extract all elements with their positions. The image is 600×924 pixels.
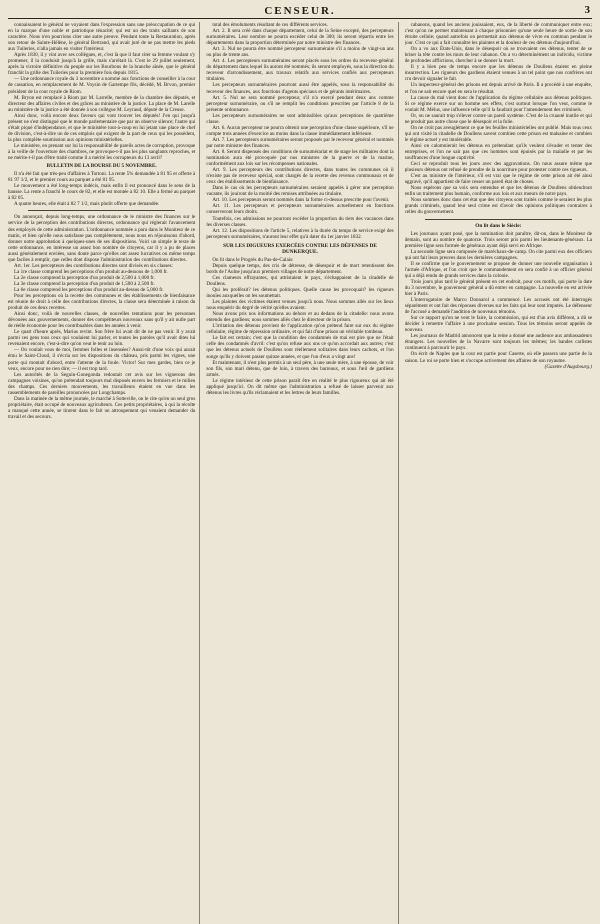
paragraph: Art. 10. Les percepteurs seront nommés dans la forme ci-dessus prescrite pour l'avenir.: [212, 197, 390, 204]
paragraph: Un inspecteur-général des prisons est depuis arrivé de Paris. Il a procédé à une enquête, et l'on ne sait encore quel en sera le résultat.: [404, 82, 592, 95]
paragraph: Art. 12. Les dispositions de l'article 5, relatives à la durée du temps de service exigé des percepteurs surnuméraires, n'auront leur effet qu'à dater du 1er janvier 1832.: [206, 227, 394, 240]
paragraph: Et maintenant, il n'est plus permis à un seul père, à une seule mère, à une épouse, de voir son fils, son mari détenu, que de loin, à travers des barreaux, et sous l'œil de gardiens armés.: [206, 359, 394, 378]
paragraph: Art. 5. Nul ne sera nommé percepteur, s'il n'a exercé pendant deux ans comme percepteur surnuméraire, ou s'il ne remplit les conditions prescrites par l'article 8 de la présente ordonnance.: [206, 94, 394, 113]
paragraph: Le régime intérieur de cette prison paraît être en réalité le plus rigoureux qui ait été appliqué jusqu'ici. On dit même que l'administration a refusé de laisser parvenir aux détenus les livres qu'ils réclamaient et les lettres de leurs familles.: [206, 377, 394, 396]
paragraph: Ainsi on calomnierait les détenus en prétendant qu'ils veulent s'évader et tenter des entreprises, et l'on ne sait pas que ces hommes sont épuisés par la maladie et par les souffrances d'une longue captivité.: [404, 142, 592, 162]
paragraph: total des émoluments résultant de ces différents services.: [212, 22, 328, 28]
paragraph: connaissaient le général ne voyaient dans l'expression sans une préoccupation de ce qui en la marque d'une noble et patriotique ténacité; qui est un des traits saillants de son caractère. Nous n'en pourrions citer une autre preuve. Pendant toute la Restauration, après son retour de Sainte-Hélène, le général Bertrand, qui avait juré de ne pas mettre les pieds aux Tuileries, n'alla jamais en visiter l'intérieur.: [8, 22, 196, 53]
paragraph: Or, on ne saurait trop s'élever contre un pareil système. C'est de la cruauté inutile et qui ne produit pas autre chose que le désespoir et la folie.: [404, 112, 592, 125]
paragraph: Les autorités de la Seguin-Gonegonda redoutait cet avis sur les vignerons des campagnes voisines, qu'on prétendait toujours mal disposés envers les fermiers et le milieu des champs. Ces derniers mouvements, les travailleurs étaient en vue dans les rassemblements de pareilles prononcées par Longchamps.: [8, 371, 196, 396]
paragraph: Les journaux de Madrid annoncent que la reine a donné une audience aux ambassadeurs étrangers. Les nouvelles de la Navarre sont toujours les mêmes; les bandes carlistes continuent à parcourir le pays.: [404, 333, 592, 352]
paragraph: Il se confirme que le gouvernement se propose de donner une nouvelle organisation à l'armée d'Afrique, et l'on croit que le commandement en sera confié à un officier général qui a déjà rendu de grands services dans la colonie.: [404, 260, 592, 279]
masthead: [8, 4, 592, 19]
source-attribution: (Gazette d'Augsbourg.): [544, 363, 592, 370]
paragraph: C'est au ministre de l'intérieur, s'il est vrai que le régime de cette prison ait été ainsi aggravé, qu'il appartient de faire cesser un pareil état de choses.: [404, 173, 592, 186]
newspaper-title: CENSEUR.: [264, 5, 336, 17]
paragraph: La 3e classe comprend la perception d'un produit de 1,500 à 2,500 fr.: [14, 280, 155, 287]
column-1: [8, 22, 200, 924]
paragraph: Art. 6. Aucun percepteur ne pourra obtenir une perception d'une classe supérieure, s'il ne compte trois années d'exercice au moins dans la classe immédiatement inférieure.: [206, 124, 394, 137]
paragraph: — Une ordonnance royale du 3 novembre a nommé aux fonctions de conseiller à la cour de cassation, en remplacement de M. Voysin de Gartempe fils, décédé, M. Brvon, premier président de la cour royale de Riom.: [8, 76, 196, 95]
paragraph: Après 1830, il y vint avec ses collègues, et, c'est là que il faut citer sa femme voulant s'y promener, il la conduisit jusqu'à la grille, mais s'arrêtait là. C'est le 29 juillet seulement, après la victoire définitive du peuple sur les Bourbons de la branche aînée, que le général franchit la grille des Tuileries pour la première fois depuis 1815.: [8, 52, 196, 77]
paragraph: On écrit de Naples que la cour est partie pour Caserte, où elle passera une partie de la saison. Le roi se porte bien et s'occupe activement des affaires de son royaume.: [404, 351, 592, 364]
paragraph: Le fait est certain; c'est que la condition des condamnés de mai est pire que ne l'était celle des condamnés d'avril: c'est qu'on refuse aux uns ce qu'on accordait aux autres; c'est que les détenus actuels de Doullens sont réellement solitaires dans leurs cachots, et l'on songe qu'ils y doivent passer quinze années, et que l'un d'eux a vingt ans!: [206, 335, 394, 360]
paragraph: On ne croit pas aveuglément ce que les feuilles ministérielles ont publié. Mais tous ceux qui ont visité la citadelle de Doullens savent combien cette prison est malsaine et combien le régime actuel y est intolérable.: [404, 124, 592, 143]
paragraph: Qui les proférait? les détenus politiques. Quelle cause les provoquait? les rigueurs inouïes auxquelles on les soumettait.: [206, 287, 394, 300]
paragraph: Pour les perceptions où la recette des communes et des établissements de bienfaisance est réunie de droit à celle des contributions directes, la classe sera déterminée à raison du produit de ces deux recettes.: [8, 293, 196, 312]
paragraph: Sur ce rapport qu'on ne veut le faire, la commission, qui est d'un avis différent, a dû se décider à remettre l'affaire à une prochaine session. Tous les témoins seront appelés de nouveau.: [404, 315, 592, 334]
page-number: 3: [584, 4, 590, 16]
paragraph: Toutefois, ces admissions ne pourront excéder la proportion du tiers des vacances dans les diverses classes.: [206, 215, 394, 228]
paragraph: Art. 9. Les percepteurs des contributions directes, dans toutes les communes où il n'existe pas de receveur spécial, sont chargés de la recette des revenus communaux et de ceux des établissements de bienfaisance.: [206, 167, 394, 186]
paragraph: Ces clameurs effrayantes, qui attristaient le pays, s'échappaient de la citadelle de Doullens.: [206, 274, 394, 287]
paragraph: Il y a bien peu de temps encore que les détenus de Doullens étaient en pleine insurrection. Les rigueurs des gardiens étaient venues à un tel point que nos confrères ont cru devoir signaler le fait.: [404, 64, 592, 83]
paragraph: Le ministère, en prenant sur lui la responsabilité de pareils actes de corruption, provoque à la veille de l'ouverture des chambres, ne provoque-t-il pas les plus sanglants reproches, et ne mérite-t-il pas d'être traité comme il a mérité les corrupteurs du 13 avril?: [8, 142, 196, 162]
paragraph: L'interrogatoire de Marco Donnarol a commencé. Les accusés ont été interrogés séparément et ont fait des réponses diverses sur les faits qui leur sont imputés. Le défenseur de l'accusé a demandé l'audition de nouveaux témoins.: [404, 297, 592, 316]
paragraph: Trois jours plus tard le général présent en cet endroit, pour ces motifs, qui porte la date du 3 novembre, le gouverneur général a dû entrer en campagne. La nouvelle en est arrivée hier à Paris.: [404, 278, 592, 298]
paragraph: La seconde ligne sera composée de maréchaux-de-camp. On cite parmi eux des officiers qui ont fait leurs preuves dans les dernières campagnes.: [404, 248, 592, 261]
paragraph: Les percepteurs surnuméraires pourront aussi être appelés, sous la responsabilité du receveur des finances, aux fonctions d'agents spéciaux et de gérants intérimaires.: [206, 82, 394, 95]
paragraph: On lit dans le Progrès du Pas-de-Calais:: [212, 256, 294, 263]
paragraph: A quatre heures, elle était à 82 7 1/2, mais plutôt offerte que demandée.: [14, 201, 160, 208]
article-heading: SUR LES DIGUEURS EXERCÉES CONTRE LES DÉFENSES DE DUNKERQUE.: [223, 242, 377, 255]
paragraph: Les journaux ayant posé, que la nomination doit paraître, dit-on, dans le Moniteur de demain, sont au nombre de quatorze. Trois seront pris parmi les lieutenants-généraux. La première ligne sera formée de généraux ayant déjà servi en Afrique.: [404, 230, 592, 249]
paragraph: La 6e classe comprend les perceptions d'un produit au-dessus de 5,000 fr.: [14, 286, 164, 293]
paragraph: Le quart d'heure après, Marius revint. Son frère lui avait dit de ne pas venir. Il y avait parmi ces gens tous ceux qui voulaient lui parler, et toutes les paroles qu'il avait dites lui revenaient encore, c'est-à-dire qu'on veut le tenir au loin.: [8, 329, 196, 348]
paragraph: Il n'a été fait que très-peu d'affaires à Tortoni. La rente 5% demandée à 81 95 et offerte à 81 97 1/2, et le premier cours au parquet a été 81 95.: [8, 171, 196, 184]
section-divider: [425, 219, 572, 220]
paragraph: La 2e classe comprend la perception d'un produit de 2,500 à 1,000 fr.: [14, 274, 155, 281]
paragraph: On a vu aux États-Unis, dans le désespoir où se trouvaient ces détenus, tenter de se briser la tête contre les murs de leur cabanon. On a vu déterminément un individu, victime de profondes afflictions, chercher à se donner la mort.: [404, 46, 592, 65]
paragraph: Art. 4. Les percepteurs surnuméraires seront placés sous les ordres du receveur-général du département dans lequel ils auront été nommés; ils seront employés, sous la direction du receveur d'arrondissement, aux travaux relatifs aux services confiés aux percepteurs titulaires.: [206, 58, 394, 83]
paragraph: Art. 3. Nul ne pourra être nommé percepteur surnuméraire s'il a moins de vingt-un ans ou plus de trente ans.: [206, 46, 394, 59]
paragraph: Ceci se reproduit tous les jours avec des aggravations. On nous assure même que plusieurs détenus ont refusé de prendre de la nourriture pour protester contre ces rigueurs.: [404, 161, 592, 174]
paragraph: Art. 8. Seront dispensés des conditions de surnumérariat et de stage les militaires dont la nomination aura été provoquée par nos ministres de la guerre et de la marine, conformément aux lois sur les récompenses nationales.: [206, 148, 394, 168]
paragraph: On annonçait, depuis long-temps, une ordonnance de le ministre des finances sur le service de la perception des contributions directes, ordonnance qui réglerait l'avancement des employés de cette administration. L'ordonnance nommée a paru dans le Moniteur de ce matin, et bien qu'elle nous satisfasse pas complètement, nous nous en réjouissons d'abord, donner notre approbation à quelques-unes de ses dispositions. Voici un simple le texte de cette ordonnance, en intéresse un assez bon nombre de citoyens, car il y a pu de places aussi généralement enviées, sans doute parce qu'elles ont assez lucratives ou même temps que faciles à remplir, que celles dont dispose l'administration des contributions directes.: [8, 214, 196, 263]
column-2: [206, 22, 398, 924]
section-divider: [28, 210, 175, 211]
paragraph: Les percepteurs surnuméraires ne sont admissibles qu'aux perceptions de quatrième classe.: [206, 112, 394, 125]
paragraph: Art. 1er. Les percepteurs des contributions directes sont divisés en six classes:: [14, 262, 173, 269]
paragraph: Ainsi donc, voilà de nouvelles classes, de nouvelles tentations pour les personnes dévouées aux gouvernements, donner des compétiteurs nouveaux sans qu'il y ait nulle part de réelle économie pour les contribuables dans les années à venir.: [8, 311, 196, 330]
paragraph: Art. 7. Les percepteurs surnuméraires seront proposés par le receveur général et nommés par notre ministre des finances.: [206, 136, 394, 149]
paragraph: La 1re classe comprend les perceptions d'un produit au-dessous de 1,000 fr.: [14, 268, 168, 275]
column-3: [405, 22, 592, 924]
paragraph: Nous avons pris nos informations au dehors et au dedans de la citadelle: nous avons entendu des gardiens; nous sommes allés chez le directeur de la prison.: [206, 311, 394, 324]
paragraph: M. Bryon est remplacé à Riom par M. Larrelle, membre de la chambre des députés, et directeur des affaires civiles et des grâces au ministère de la justice. La place de M. Larelle au ministère de la justice a été donnée à son collègue M. Leyraud, député de la Creuse.: [8, 94, 196, 113]
section-heading: BULLETIN DE LA BOURSE DU 5 NOVEMBRE.: [46, 163, 157, 170]
paragraph: Le mouvement a été long-temps indécis, mais enfin il est prononcé dans le sens de la hausse. La rente a franchi le cours de 82, et elle est montée à 82 10. Elle a fermé au parquet à 82 05.: [8, 183, 196, 202]
article-heading: On lit dans le Siècle:: [475, 222, 522, 229]
paragraph: Dans le cas où les percepteurs surnuméraires seraient appelés à gérer une perception vacante, ils jouiront de la moitié des remises attribuées au titulaire.: [206, 185, 394, 198]
paragraph: Les plaintes des victimes étaient venues jusqu'à nous. Nous sommes allés sur les lieux nous enquérir du degré de vérité qu'elles avaient.: [206, 299, 394, 312]
article-columns: [8, 22, 592, 924]
paragraph: cabanons, quand les anciens jouissaient, eux, de la liberté de communiquer entre eux; c'est qu'on ne permet maintenant à chaque prisonnier qu'une seule heure de sortie de son étroite cellule; quand autrefois on permettait aux détenus de vivre en commun pendant le jour. C'est ce qui a fait connaître les plaintes et la douleur de ces détenus d'aujourd'hui.: [404, 22, 592, 47]
paragraph: Depuis quelque temps, des cris de détresse, de désespoir et de mort retentissent des bords de l'Aulne jusqu'aux premiers villages de notre département.: [206, 262, 394, 275]
paragraph: Art. 2. Il sera créé dans chaque département, celui de la Seine excepté, des percepteurs surnuméraires. Leur nombre ne pourra excéder celui de 300; ils seront répartis entre les départements dans la proportion déterminée par notre ministre des finances.: [206, 28, 394, 47]
paragraph: — On voulait vous de moi, femmes folles et insensées? Aussi-tôt d'une voix qui aurait ému le Saint-Cloud, il s'écria sur les dispositions du château, pris parmi les vignes, une porte qui montait d'abord, entre l'attente de la foule. Victor! Sur mes gardes, bien ce je veux, encore pour ne rien dire; — il est trop tard.: [8, 347, 196, 372]
paragraph: Ainsi donc, voilà encore deux faveurs qui vont trouver les députés! J'en qui jusqu'à présent ne s'est distingué que le monde parlementaire que par un observe silence; l'autre qui s'était piqué d'indépendance, et que le ministère tout-à-coup en lui jetant une place de chef de division, c'est-à-dire un de ces emplois qui exigent de la part de ceux qui les possèdent, la plus complète soumission aux opinions ministérielles.: [8, 112, 196, 143]
paragraph: Dans la matinée de la même journée, le marché à Sotteville, on le cite qu'en un seul gros propriétaire, était occupé de nouveaux agriculteurs. Ces petits propriétaires, à qui la récolte a manqué cette année, se tinrent dans le fait un attroupement qui venaient demander du travail et des secours.: [8, 395, 196, 420]
paragraph: L'irritation des détenus provient de l'application qu'on prétend faire sur eux du régime cellulaire, régime de répression ordinaire, et qui fait d'une prison un véritable tombeau.: [206, 323, 394, 336]
paragraph: Nous espérons que sa voix sera entendue et que les détenus de Doullens obtiendront enfin un traitement plus humain, conforme aux lois et aux mœurs de notre pays.: [404, 185, 592, 198]
paragraph: Nous sommes donc dans cet état que des citoyens sont traités comme le seraient les plus grands criminels, quand leur seul crime est d'avoir des opinions politiques contraires à celles du gouvernement.: [404, 197, 592, 216]
paragraph: Art. 11. Les percepteurs et percepteurs surnuméraires actuellement en fonctions conserveront leurs droits.: [206, 203, 394, 216]
paragraph: La cause du mal vient donc de l'application du régime cellulaire aux détenus politiques. Si ce régime exerce sur un homme ses effets, c'est surtout lorsque l'on veut, comme le voulait M. Mélus, une influence telle qu'il la faudrait pour l'amendement des criminels.: [404, 94, 592, 113]
